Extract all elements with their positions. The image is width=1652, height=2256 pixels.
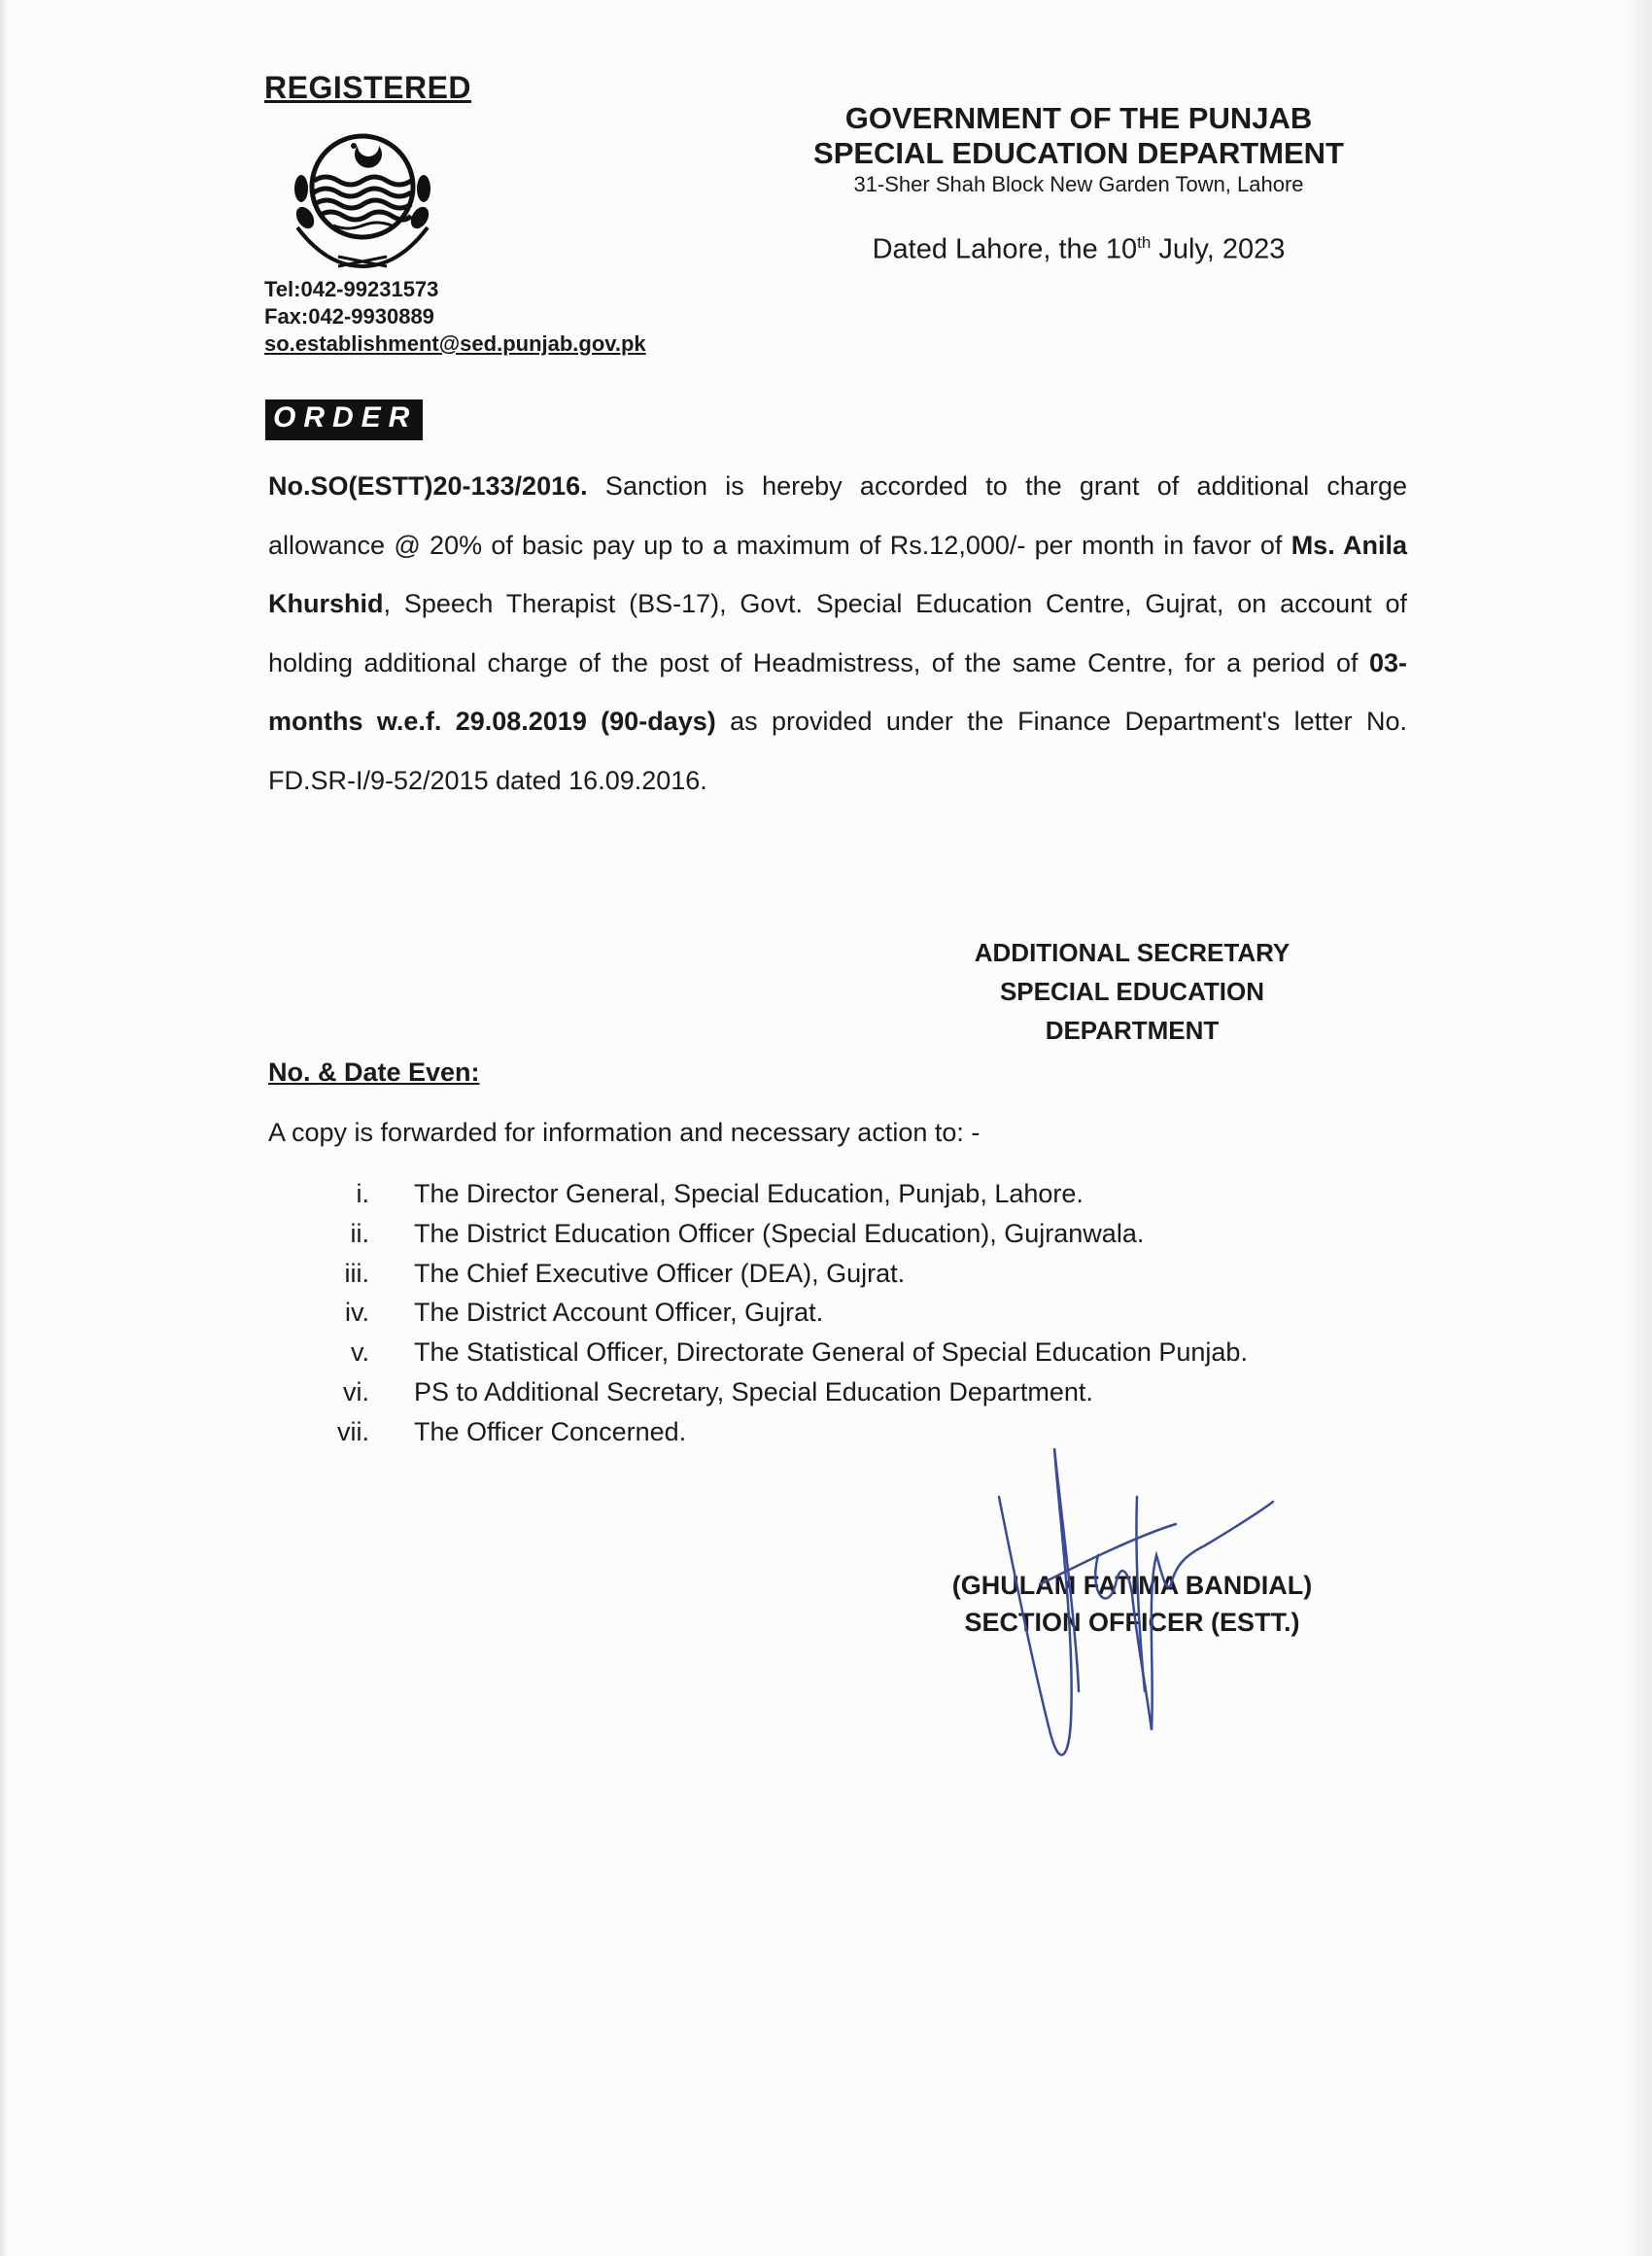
- signatory-name: (GHULAM FATIMA BANDIAL): [951, 1571, 1313, 1600]
- list-item: [292, 1214, 1409, 1254]
- scan-edge-right: [1623, 0, 1652, 2256]
- contact-info: [264, 276, 646, 358]
- list-item: [292, 1254, 1409, 1294]
- handwritten-signature-icon: [991, 1439, 1283, 1769]
- list-item-number: vi.: [343, 1376, 369, 1406]
- allowance-period: 03-months w.e.f. 29.08.2019 (90-days): [268, 647, 1407, 736]
- dated-rest: July, 2023: [1151, 233, 1286, 265]
- list-item-text: The District Account Officer, Gujrat.: [414, 1298, 824, 1328]
- list-item-number: v.: [351, 1337, 369, 1368]
- copy-intro: A copy is forwarded for information and necessary action to: -: [268, 1118, 981, 1147]
- issuing-authority: [933, 933, 1331, 1050]
- list-item-number: ii.: [350, 1218, 369, 1248]
- department-address: 31-Sher Shah Block New Garden Town, Lahore: [853, 172, 1304, 196]
- list-item: [292, 1293, 1409, 1333]
- order-heading: ORDER: [265, 399, 423, 440]
- list-item-text: The Officer Concerned.: [414, 1416, 687, 1446]
- beneficiary-name: Ms. Anila Khurshid: [268, 530, 1407, 618]
- fax-number: Fax:042-9930889: [264, 304, 434, 329]
- punjab-government-emblem-icon: [280, 121, 445, 276]
- order-reference-number: No.SO(ESTT)20-133/2016.: [268, 471, 588, 501]
- list-item-text: The District Education Officer (Special Education), Gujranwala.: [414, 1218, 1145, 1248]
- copy-heading: No. & Date Even:: [268, 1058, 480, 1087]
- signatory-designation: SECTION OFFICER (ESTT.): [964, 1608, 1300, 1637]
- dated-line: [797, 233, 1360, 266]
- issuer-line-1: ADDITIONAL SECRETARY: [974, 938, 1291, 967]
- scan-edge-left: [0, 0, 8, 2256]
- list-item-text: The Statistical Officer, Directorate General of Special Education Punjab.: [414, 1337, 1248, 1368]
- department-name: SPECIAL EDUCATION DEPARTMENT: [813, 136, 1344, 170]
- issuer-line-3: DEPARTMENT: [1045, 1016, 1220, 1045]
- order-text-part-1: Sanction is hereby accorded to the grant of additional charge allowance @ 20% of basic pay up to a maximum of Rs.12,000/- per month in favor of: [268, 471, 1407, 560]
- list-item-text: The Chief Executive Officer (DEA), Gujrat.: [414, 1258, 906, 1288]
- recipients-list: [292, 1174, 1409, 1452]
- list-item-number: iv.: [345, 1298, 369, 1328]
- tel-number: Tel:042-99231573: [264, 277, 439, 301]
- order-paragraph: [268, 457, 1407, 810]
- list-item: [292, 1333, 1409, 1372]
- order-text-part-3: as provided under the Finance Department's letter No. FD.SR-I/9-52/2015 dated 16.09.2016.: [268, 707, 1407, 795]
- list-item-number: iii.: [344, 1258, 369, 1288]
- list-item-text: The Director General, Special Education, Punjab, Lahore.: [414, 1179, 1084, 1208]
- list-item-text: PS to Additional Secretary, Special Education Department.: [414, 1376, 1093, 1406]
- dated-prefix: Dated Lahore, the 10: [872, 233, 1138, 265]
- list-item-number: vii.: [337, 1416, 369, 1446]
- list-item-number: i.: [356, 1179, 369, 1208]
- letterhead-title: [777, 101, 1380, 198]
- dated-ordinal: th: [1137, 233, 1152, 252]
- government-name: GOVERNMENT OF THE PUNJAB: [844, 101, 1313, 135]
- list-item: [292, 1372, 1409, 1412]
- order-text-part-2: , Speech Therapist (BS-17), Govt. Special Education Centre, Gujrat, on account of holding additional charge of the post of Headmistress, of the same Centre, for a period of: [268, 589, 1407, 677]
- issuer-line-2: SPECIAL EDUCATION: [999, 977, 1265, 1006]
- list-item: [292, 1174, 1409, 1214]
- email-link[interactable]: so.establishment@sed.punjab.gov.pk: [264, 331, 646, 356]
- registered-label: REGISTERED: [264, 70, 472, 105]
